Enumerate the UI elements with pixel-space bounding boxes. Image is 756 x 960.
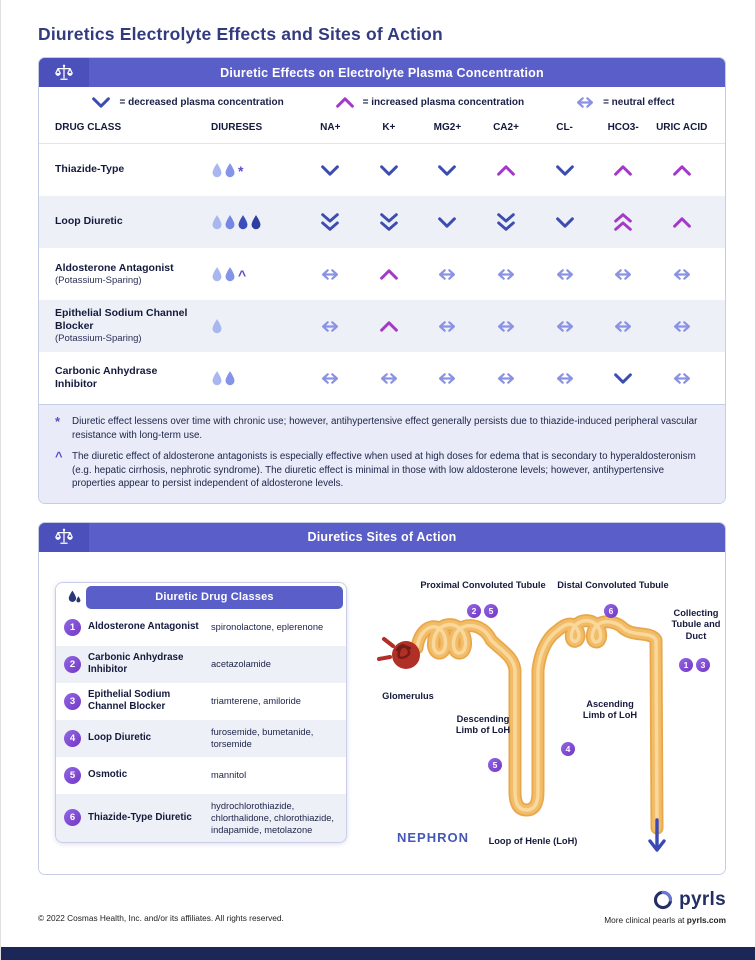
label-distal-tubule: Distal Convoluted Tubule (557, 579, 669, 590)
neutral-icon (670, 319, 694, 334)
site-badge-6: 6 (604, 604, 618, 618)
diureses-cell (205, 318, 301, 334)
neutral-icon (573, 95, 597, 110)
effect-cell (535, 163, 594, 178)
footer-link-domain[interactable]: pyrls.com (686, 914, 726, 925)
increase-icon (333, 95, 357, 110)
electrolyte-panel-title: Diuretic Effects on Electrolyte Plasma Concentration (220, 65, 544, 80)
effect-cell (360, 267, 419, 282)
legend-decreased (89, 95, 283, 110)
site-badge-4: 4 (561, 742, 575, 756)
balance-scale-icon (39, 523, 89, 552)
drug-class-name: Osmotic (88, 769, 128, 781)
effect-cell (360, 319, 419, 334)
site-badge-2: 2 (467, 604, 481, 618)
decrease-double-icon (494, 211, 518, 233)
effect-cell (301, 163, 360, 178)
column-header: CA2+ (493, 122, 519, 133)
effect-cell (301, 319, 360, 334)
footnotes (39, 404, 725, 503)
site-badge-3: 3 (696, 658, 710, 672)
drug-examples: spironolactone, eplerenone (211, 622, 324, 633)
effect-cell (535, 371, 594, 386)
effects-legend (39, 87, 725, 112)
increase-icon (377, 319, 401, 334)
effects-table-row (39, 300, 725, 352)
effect-cell (652, 319, 711, 334)
label-ascending-limb: Ascending Limb of LoH (582, 698, 638, 721)
page-footer (38, 889, 726, 925)
drug-examples: mannitol (211, 770, 247, 781)
neutral-icon (670, 267, 694, 282)
effect-cell (418, 267, 477, 282)
diureses-cell (205, 162, 301, 178)
drug-class-name: Epithelial Sodium Channel Blocker (55, 306, 188, 333)
legend-increased (333, 95, 524, 110)
increase-icon (611, 163, 635, 178)
neutral-icon (318, 267, 342, 282)
neutral-icon (573, 95, 597, 110)
increase-icon (494, 163, 518, 178)
drug-classes-list (56, 609, 346, 842)
droplet-icon (211, 370, 223, 386)
drug-class-name: Carbonic Anhydrase Inhibitor (55, 364, 158, 390)
effect-cell (477, 371, 536, 386)
bottom-bar (1, 947, 755, 960)
drug-class-row (56, 646, 346, 683)
sites-of-action-panel (38, 522, 726, 875)
drug-class-row (56, 794, 346, 842)
copyright-text: © 2022 Cosmas Health, Inc. and/or its affiliates. All rights reserved. (38, 912, 284, 923)
effects-table-row (39, 196, 725, 248)
label-nephron: NEPHRON (396, 829, 469, 845)
column-header: HCO3- (607, 122, 639, 133)
drug-class-name: Thiazide-Type (55, 163, 125, 176)
effect-cell (418, 163, 477, 178)
drug-class-cell (55, 365, 205, 391)
drug-class-name: Carbonic Anhydrase Inhibitor (88, 652, 184, 676)
column-header: URIC ACID (656, 122, 708, 133)
decrease-icon (377, 163, 401, 178)
neutral-icon (553, 267, 577, 282)
effect-cell (477, 163, 536, 178)
effect-cell (477, 319, 536, 334)
effect-cell (594, 319, 653, 334)
neutral-icon (553, 371, 577, 386)
neutral-icon (553, 319, 577, 334)
class-number-badge: 1 (64, 619, 81, 636)
effect-cell (360, 371, 419, 386)
neutral-icon (611, 319, 635, 334)
drug-class-name: Epithelial Sodium Channel Blocker (88, 689, 171, 713)
drug-class-cell (55, 307, 205, 345)
drug-classes-title: Diuretic Drug Classes (86, 586, 343, 609)
effect-cell (301, 371, 360, 386)
sites-panel-header (39, 523, 725, 552)
legend-increased-label: = increased plasma concentration (362, 97, 525, 108)
droplet-icon (237, 214, 249, 230)
effects-table-row (39, 248, 725, 300)
column-header: DIURESES (211, 122, 263, 133)
drug-class-name: Loop Diuretic (55, 215, 123, 228)
neutral-icon (670, 371, 694, 386)
effect-cell (594, 163, 653, 178)
droplet-icon (224, 162, 236, 178)
decrease-icon (89, 95, 113, 110)
droplet-icon (211, 266, 223, 282)
drug-class-row (56, 609, 346, 646)
distal-site-badges (604, 604, 618, 618)
effect-cell (418, 371, 477, 386)
droplet-icon (211, 214, 223, 230)
footer-link[interactable] (604, 915, 726, 925)
nephron-diagram (357, 558, 725, 870)
effect-cell (652, 215, 711, 230)
page-title: Diuretics Electrolyte Effects and Sites of Action (38, 24, 443, 44)
neutral-icon (494, 267, 518, 282)
neutral-icon (435, 371, 459, 386)
neutral-icon (435, 319, 459, 334)
drug-class-name: Aldosterone Antagonist (88, 621, 199, 633)
site-badge-5: 5 (484, 604, 498, 618)
footer-link-prefix: More clinical pearls at (604, 914, 685, 925)
effect-cell (594, 211, 653, 233)
footnote-caret-text: The diuretic effect of aldosterone antagonists is especially effective when used at high doses for edema that is secondary to hyperaldosteronism (e.g. hepatic cirrhosis, nephrotic syndrome). The diuretic effect is minimal in those with low aldosterone levels; however, antihypertensive properties appear to persist independent of aldosterone levels. (72, 451, 696, 490)
class-number-badge: 6 (64, 809, 81, 826)
column-header: K+ (382, 122, 396, 133)
effect-cell (652, 163, 711, 178)
drug-examples: furosemide, bumetanide, torsemide (211, 727, 314, 750)
effect-cell (535, 215, 594, 230)
neutral-icon (318, 319, 342, 334)
droplet-icon (224, 370, 236, 386)
increase-double-icon (611, 211, 635, 233)
diureses-marker: * (238, 163, 244, 179)
class-number-badge: 2 (64, 656, 81, 673)
droplet-icon (250, 214, 262, 230)
sites-panel-body (39, 552, 725, 874)
diureses-cell (205, 214, 301, 230)
diureses-marker: ^ (238, 267, 247, 283)
drug-class-cell (55, 163, 205, 176)
droplet-icon (224, 266, 236, 282)
neutral-icon (494, 319, 518, 334)
neutral-icon (494, 371, 518, 386)
label-glomerulus: Glomerulus (382, 690, 434, 701)
drug-class-name: Loop Diuretic (88, 732, 152, 744)
drug-examples: acetazolamide (211, 659, 271, 670)
class-number-badge: 5 (64, 767, 81, 784)
increase-icon (670, 215, 694, 230)
effects-table-body (39, 144, 725, 404)
neutral-icon (318, 371, 342, 386)
diureses-cell (205, 266, 301, 282)
electrolyte-panel-header (39, 58, 725, 87)
drug-class-name: Aldosterone Antagonist (55, 261, 174, 274)
legend-neutral (573, 95, 674, 110)
drug-class-cell (55, 215, 205, 228)
decrease-double-icon (377, 211, 401, 233)
droplet-icon (211, 162, 223, 178)
class-number-badge: 4 (64, 730, 81, 747)
label-collecting-duct: Collecting Tubule and Duct (671, 607, 721, 642)
legend-decreased-label: = decreased plasma concentration (119, 97, 284, 108)
effects-table-row (39, 352, 725, 404)
column-header: DRUG CLASS (55, 122, 122, 133)
legend-neutral-label: = neutral effect (603, 97, 675, 108)
descending-site-badges (488, 758, 502, 772)
caret-marker: ^ (55, 449, 63, 465)
decrease-icon (611, 371, 635, 386)
drug-class-note: (Potassium-Sparing) (55, 274, 142, 286)
droplet-icon (224, 214, 236, 230)
drug-examples: triamterene, amiloride (211, 696, 301, 707)
effects-table-row (39, 144, 725, 196)
nephron-illustration (357, 558, 725, 870)
drug-classes-card (55, 582, 347, 843)
effect-cell (418, 215, 477, 230)
increase-icon (333, 95, 357, 110)
brand-name: pyrls (679, 888, 726, 910)
decrease-double-icon (318, 211, 342, 233)
droplets-icon (62, 589, 86, 605)
effect-cell (594, 267, 653, 282)
drug-class-name: Thiazide-Type Diuretic (88, 811, 192, 823)
effect-cell (301, 267, 360, 282)
column-header: NA+ (320, 122, 341, 133)
brand-block (604, 889, 726, 925)
neutral-icon (611, 267, 635, 282)
effect-cell (418, 319, 477, 334)
decrease-icon (435, 163, 459, 178)
effect-cell (477, 211, 536, 233)
sites-panel-title: Diuretics Sites of Action (307, 530, 457, 545)
effects-table-header (39, 112, 725, 144)
drug-class-row (56, 720, 346, 757)
pyrls-logo (652, 889, 726, 911)
effect-cell (535, 267, 594, 282)
effect-cell (360, 163, 419, 178)
neutral-icon (435, 267, 459, 282)
drug-class-row (56, 757, 346, 794)
neutral-icon (377, 371, 401, 386)
proximal-site-badges (467, 604, 498, 618)
infographic-page (1, 0, 755, 925)
effect-cell (477, 267, 536, 282)
effect-cell (360, 211, 419, 233)
effect-cell (652, 371, 711, 386)
diureses-cell (205, 370, 301, 386)
footnote-caret (55, 450, 709, 491)
decrease-icon (435, 215, 459, 230)
class-number-badge: 3 (64, 693, 81, 710)
site-badge-1: 1 (679, 658, 693, 672)
footnote-asterisk-text: Diuretic effect lessens over time with chronic use; however, antihypertensive effect generally persists due to thiazide-induced peripheral vascular resistance with long-term use. (72, 416, 698, 441)
drug-class-row (56, 683, 346, 720)
effect-cell (535, 319, 594, 334)
column-header: CL- (556, 122, 573, 133)
collecting-site-badges (679, 658, 710, 672)
droplet-icon (211, 318, 223, 334)
pyrls-logo-icon (652, 889, 674, 911)
drug-class-cell (55, 262, 205, 287)
drug-class-note: (Potassium-Sparing) (55, 333, 142, 345)
effect-cell (301, 211, 360, 233)
electrolyte-effects-panel (38, 57, 726, 504)
asterisk-marker: * (55, 414, 61, 429)
site-badge-5: 5 (488, 758, 502, 772)
increase-icon (670, 163, 694, 178)
glomerulus-shape (379, 639, 420, 669)
decrease-icon (553, 215, 577, 230)
drug-examples: hydrochlorothiazide, chlorthalidone, chlorothiazide, indapamide, metolazone (211, 800, 335, 835)
label-proximal-tubule: Proximal Convoluted Tubule (420, 579, 546, 590)
label-loop-of-henle: Loop of Henle (LoH) (488, 835, 578, 846)
increase-icon (377, 267, 401, 282)
label-descending-limb: Descending Limb of LoH (455, 713, 511, 736)
footnote-asterisk (55, 415, 709, 442)
column-header: MG2+ (433, 122, 462, 133)
balance-scale-icon (39, 58, 89, 87)
decrease-icon (553, 163, 577, 178)
effect-cell (652, 267, 711, 282)
decrease-icon (89, 95, 113, 110)
ascending-site-badges (561, 742, 575, 756)
drug-classes-header (56, 583, 346, 609)
decrease-icon (318, 163, 342, 178)
effect-cell (594, 371, 653, 386)
